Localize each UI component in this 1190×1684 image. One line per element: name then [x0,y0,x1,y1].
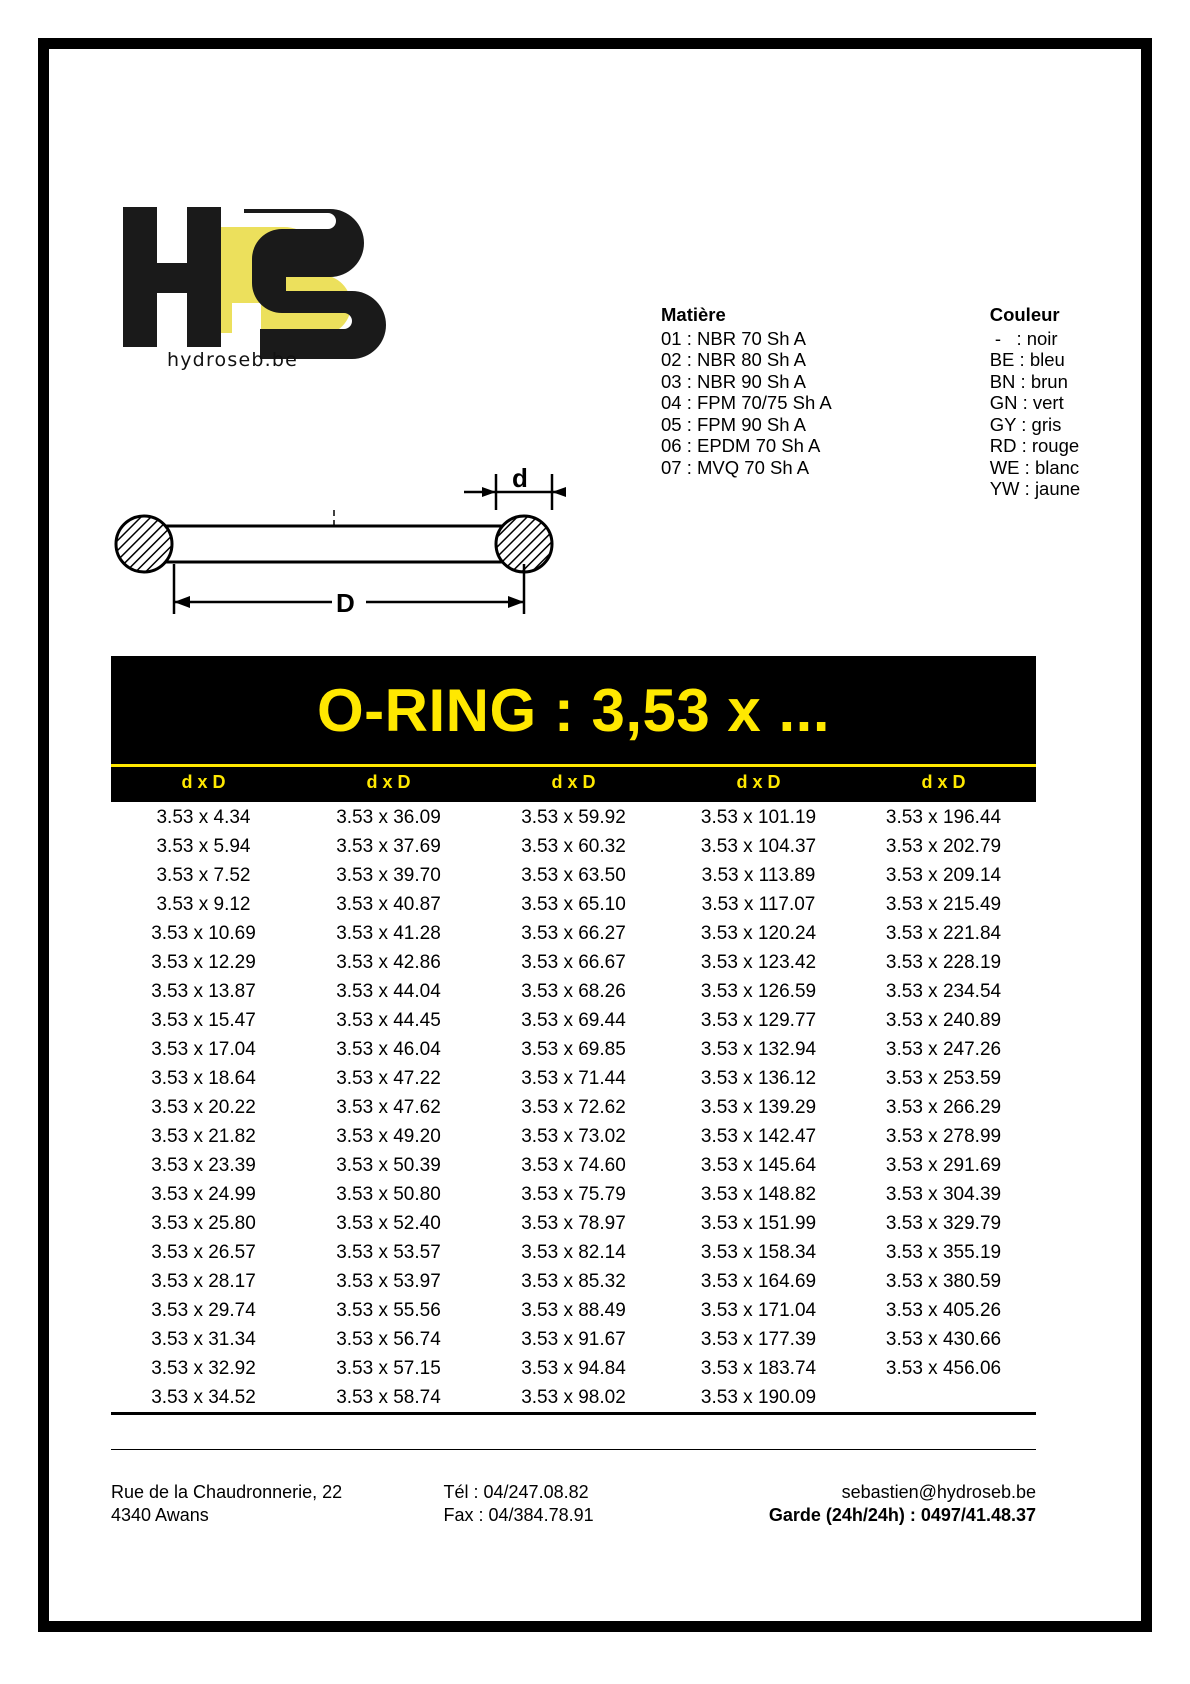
size-cell: 3.53 x 132.94 [700,1038,817,1060]
list-item: 02 : NBR 80 Sh A [661,349,807,370]
size-cell: 3.53 x 158.34 [700,1241,817,1263]
column-header: d x D [296,766,481,802]
legend-material-list [661,328,832,479]
list-item: - : noir [989,327,1058,349]
table-row [111,1122,1036,1151]
list-item: BN : brun [989,370,1068,392]
size-cell: 3.53 x 15.47 [151,1009,256,1031]
size-cell: 3.53 x 73.02 [521,1125,626,1147]
legend-colour-title: Couleur [989,304,1060,325]
size-cell: 3.53 x 278.99 [885,1125,1002,1147]
size-cell: 3.53 x 10.69 [151,922,256,944]
legend-colour [990,304,1081,500]
size-cell: 3.53 x 71.44 [521,1067,626,1089]
size-cell: 3.53 x 50.80 [336,1183,441,1205]
list-item: WE : blanc [989,456,1080,478]
list-item: BE : bleu [989,349,1065,370]
size-cell: 3.53 x 380.59 [885,1270,1002,1292]
size-cell: 3.53 x 291.69 [885,1154,1002,1176]
size-cell: 3.53 x 123.42 [700,951,817,973]
size-cell: 3.53 x 4.34 [111,801,296,832]
oring-diagram [104,454,624,634]
size-cell: 3.53 x 50.39 [336,1154,441,1176]
column-header: d x D [851,766,1036,802]
size-cell: 3.53 x 85.32 [521,1270,626,1292]
size-cell: 3.53 x 72.62 [521,1096,626,1118]
table-row [111,919,1036,948]
table-row [111,1354,1036,1383]
size-cell: 3.53 x 98.02 [481,1383,666,1414]
size-cell: 3.53 x 20.22 [151,1096,256,1118]
fax-number: Fax : 04/384.78.91 [443,1505,594,1525]
size-cell: 3.53 x 78.97 [521,1212,626,1234]
size-cell: 3.53 x 7.52 [156,864,251,886]
size-cell: 3.53 x 46.04 [336,1038,441,1060]
size-cell: 3.53 x 177.39 [700,1328,817,1350]
table-row [111,1151,1036,1180]
size-cell: 3.53 x 183.74 [700,1357,817,1379]
size-cell: 3.53 x 47.22 [336,1067,441,1089]
table-row [111,890,1036,919]
size-cell: 3.53 x 58.74 [296,1383,481,1414]
size-cell: 3.53 x 28.17 [151,1270,256,1292]
size-cell: 3.53 x 234.54 [885,980,1002,1002]
list-item: 06 : EPDM 70 Sh A [661,435,821,456]
table-row [111,1325,1036,1354]
size-cell: 3.53 x 66.67 [521,951,626,973]
size-cell: 3.53 x 36.09 [296,801,481,832]
size-cell: 3.53 x 221.84 [885,922,1002,944]
size-cell: 3.53 x 66.27 [521,922,626,944]
size-cell: 3.53 x 129.77 [700,1009,817,1031]
table-row [111,977,1036,1006]
footer-address [111,1481,441,1527]
size-cell: 3.53 x 240.89 [885,1009,1002,1031]
size-cell: 3.53 x 29.74 [151,1299,256,1321]
size-cell: 3.53 x 136.12 [700,1067,817,1089]
size-cell: 3.53 x 148.82 [700,1183,817,1205]
email-address: sebastien@hydroseb.be [841,1482,1036,1502]
size-cell: 3.53 x 171.04 [700,1299,817,1321]
size-cell: 3.53 x 405.26 [885,1299,1002,1321]
size-cell: 3.53 x 40.87 [336,893,441,915]
table-row [111,801,1036,832]
sizes-table-wrap [111,764,1036,1415]
size-cell: 3.53 x 82.14 [521,1241,626,1263]
size-cell: 3.53 x 215.49 [885,893,1002,915]
table-row [111,861,1036,890]
company-logo [111,197,391,377]
size-cell: 3.53 x 25.80 [151,1212,256,1234]
size-cell: 3.53 x 47.62 [336,1096,441,1118]
column-header: d x D [111,766,296,802]
table-row [111,1267,1036,1296]
size-cell: 3.53 x 209.14 [885,864,1002,886]
size-cell: 3.53 x 120.24 [700,922,817,944]
size-cell: 3.53 x 68.26 [521,980,626,1002]
size-cell: 3.53 x 23.39 [151,1154,256,1176]
size-cell: 3.53 x 91.67 [521,1328,626,1350]
size-cell: 3.53 x 228.19 [885,951,1002,973]
table-row [111,832,1036,861]
size-cell: 3.53 x 55.56 [336,1299,441,1321]
table-row [111,1209,1036,1238]
list-item: RD : rouge [989,435,1080,456]
size-cell: 3.53 x 37.69 [336,835,441,857]
size-cell: 3.53 x 13.87 [151,980,256,1002]
size-cell: 3.53 x 69.44 [521,1009,626,1031]
size-cell: 3.53 x 63.50 [521,864,626,886]
size-cell: 3.53 x 304.39 [885,1183,1002,1205]
size-cell: 3.53 x 49.20 [336,1125,441,1147]
size-cell: 3.53 x 32.92 [151,1357,256,1379]
size-cell: 3.53 x 17.04 [151,1038,256,1060]
table-row [111,1064,1036,1093]
list-item: 04 : FPM 70/75 Sh A [661,392,832,413]
size-cell: 3.53 x 39.70 [336,864,441,886]
footer-contact [444,1481,704,1527]
size-cell: 3.53 x 41.28 [336,922,441,944]
size-cell: 3.53 x 113.89 [701,864,816,886]
size-cell: 3.53 x 65.10 [521,893,626,915]
size-cell: 3.53 x 75.79 [521,1183,626,1205]
size-cell: 3.53 x 164.69 [700,1270,817,1292]
size-cell: 3.53 x 151.99 [700,1212,817,1234]
list-item: GN : vert [989,392,1064,413]
size-cell: 3.53 x 247.26 [885,1038,1002,1060]
column-header: d x D [481,766,666,802]
size-cell: 3.53 x 253.59 [885,1067,1002,1089]
size-cell: 3.53 x 145.64 [700,1154,817,1176]
table-row [111,1035,1036,1064]
table-row [111,1238,1036,1267]
size-cell: 3.53 x 56.74 [336,1328,441,1350]
title-banner [111,656,1036,764]
size-cell: 3.53 x 126.59 [700,980,817,1002]
list-item: 05 : FPM 90 Sh A [661,413,806,435]
table-header [111,766,1036,802]
address-line-1: Rue de la Chaudronnerie, 22 [111,1482,343,1502]
size-cell: 3.53 x 196.44 [851,801,1036,832]
size-cell: 3.53 x 53.57 [336,1241,441,1263]
duty-phone: Garde (24h/24h) : 0497/41.48.37 [768,1505,1036,1525]
legend-block [661,304,1080,500]
size-cell: 3.53 x 94.84 [521,1357,626,1379]
table-body [111,801,1036,1414]
list-item: GY : gris [989,413,1062,435]
size-cell: 3.53 x 60.32 [521,835,626,857]
size-cell: 3.53 x 53.97 [336,1270,441,1292]
legend-material-title: Matière [661,304,726,325]
size-cell: 3.53 x 456.06 [885,1357,1002,1379]
page-title: O-RING : 3,53 x ... [317,676,830,744]
page-border [38,38,1152,1632]
table-row [111,1093,1036,1122]
logo-wordmark: hydroseb.be [167,349,299,371]
column-header: d x D [666,766,851,802]
size-cell: 3.53 x 190.09 [666,1383,851,1414]
size-cell: 3.53 x 142.47 [700,1125,817,1147]
footer-email-block [706,1481,1036,1527]
list-item: YW : jaune [989,478,1081,499]
size-cell [851,1383,1036,1414]
size-cell: 3.53 x 44.45 [336,1009,441,1031]
size-cell: 3.53 x 104.37 [700,835,817,857]
list-item: 01 : NBR 70 Sh A [661,327,807,349]
oring-drawing-svg [104,454,624,634]
size-cell: 3.53 x 57.15 [336,1357,441,1379]
footer-divider [111,1449,1036,1450]
address-line-2: 4340 Awans [111,1505,209,1525]
size-cell: 3.53 x 74.60 [521,1154,626,1176]
size-cell: 3.53 x 59.92 [481,801,666,832]
svg-text:d: d [512,463,528,493]
sizes-table [111,764,1036,1415]
size-cell: 3.53 x 88.49 [521,1299,626,1321]
table-header-row [111,766,1036,802]
table-row [111,1006,1036,1035]
size-cell: 3.53 x 117.07 [701,893,816,915]
size-cell: 3.53 x 34.52 [111,1383,296,1414]
size-cell: 3.53 x 31.34 [151,1328,256,1350]
size-cell: 3.53 x 101.19 [666,801,851,832]
size-cell: 3.53 x 42.86 [336,951,441,973]
size-cell: 3.53 x 24.99 [151,1183,256,1205]
size-cell: 3.53 x 202.79 [885,835,1002,857]
size-cell: 3.53 x 266.29 [885,1096,1002,1118]
list-item: 07 : MVQ 70 Sh A [661,456,810,478]
size-cell: 3.53 x 9.12 [156,893,251,915]
legend-colour-list [990,328,1081,500]
size-cell: 3.53 x 355.19 [885,1241,1002,1263]
footer [111,1481,1036,1527]
size-cell: 3.53 x 430.66 [885,1328,1002,1350]
table-row [111,1383,1036,1414]
size-cell: 3.53 x 18.64 [151,1067,256,1089]
table-row [111,1180,1036,1209]
svg-text:D: D [336,588,355,618]
size-cell: 3.53 x 139.29 [700,1096,817,1118]
table-row [111,1296,1036,1325]
size-cell: 3.53 x 329.79 [885,1212,1002,1234]
list-item: 03 : NBR 90 Sh A [661,370,807,392]
size-cell: 3.53 x 21.82 [151,1125,256,1147]
size-cell: 3.53 x 44.04 [336,980,441,1002]
size-cell: 3.53 x 69.85 [521,1038,626,1060]
size-cell: 3.53 x 52.40 [336,1212,441,1234]
size-cell: 3.53 x 12.29 [151,951,256,973]
legend-material [661,304,832,500]
table-row [111,948,1036,977]
size-cell: 3.53 x 26.57 [151,1241,256,1263]
size-cell: 3.53 x 5.94 [156,835,251,857]
phone-number: Tél : 04/247.08.82 [443,1482,589,1502]
